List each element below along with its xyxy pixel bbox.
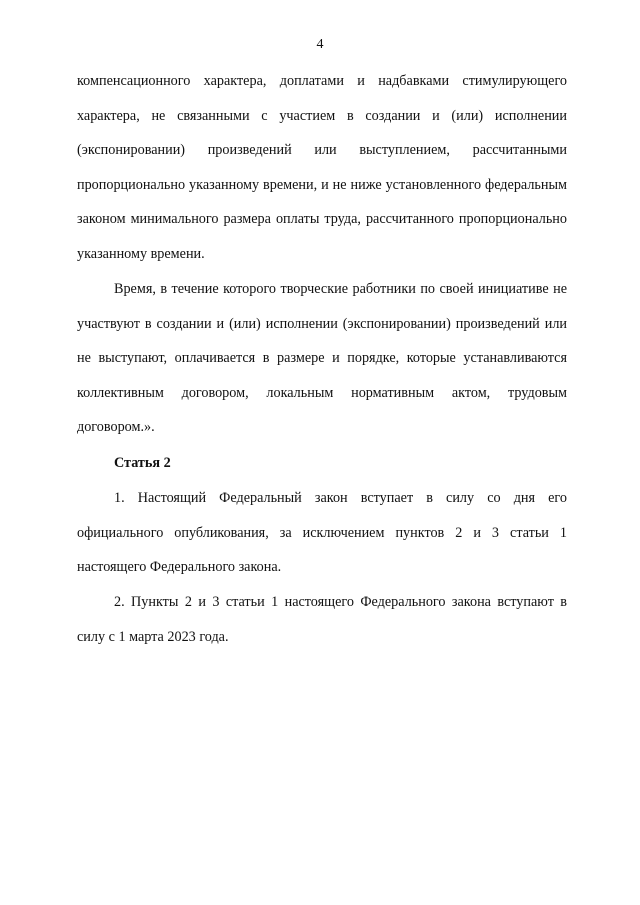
paragraph-idle-time: Время, в течение которого творческие работники по своей инициативе не участвуют в создании и (или) исполнении (экспонировании) произведений или не выступают, оплачивается в размере и порядке, которые устанавливаются коллективным договором, локальным нормативным актом, трудовым договором.».	[77, 281, 567, 436]
article-2-heading: Статья 2	[114, 455, 171, 471]
page-number: 4	[316, 37, 324, 52]
paragraph-continuation: компенсационного характера, доплатами и надбавками стимулирующего характера, не связанными с участием в создании и (или) исполнении (экспонировании) произведений или выступлением, рассчитанными пропорционально указанному времени, и не ниже установленного федеральным законом минимального размера оплаты труда, рассчитанного пропорционально указанному времени.	[77, 73, 567, 262]
article-2-item-1: 1. Настоящий Федеральный закон вступает в силу со дня его официального опубликования, за исключением пунктов 2 и 3 статьи 1 настоящего Федерального закона.	[77, 490, 567, 576]
article-2-item-2: 2. Пункты 2 и 3 статьи 1 настоящего Федерального закона вступают в силу с 1 марта 2023 года.	[77, 594, 567, 645]
